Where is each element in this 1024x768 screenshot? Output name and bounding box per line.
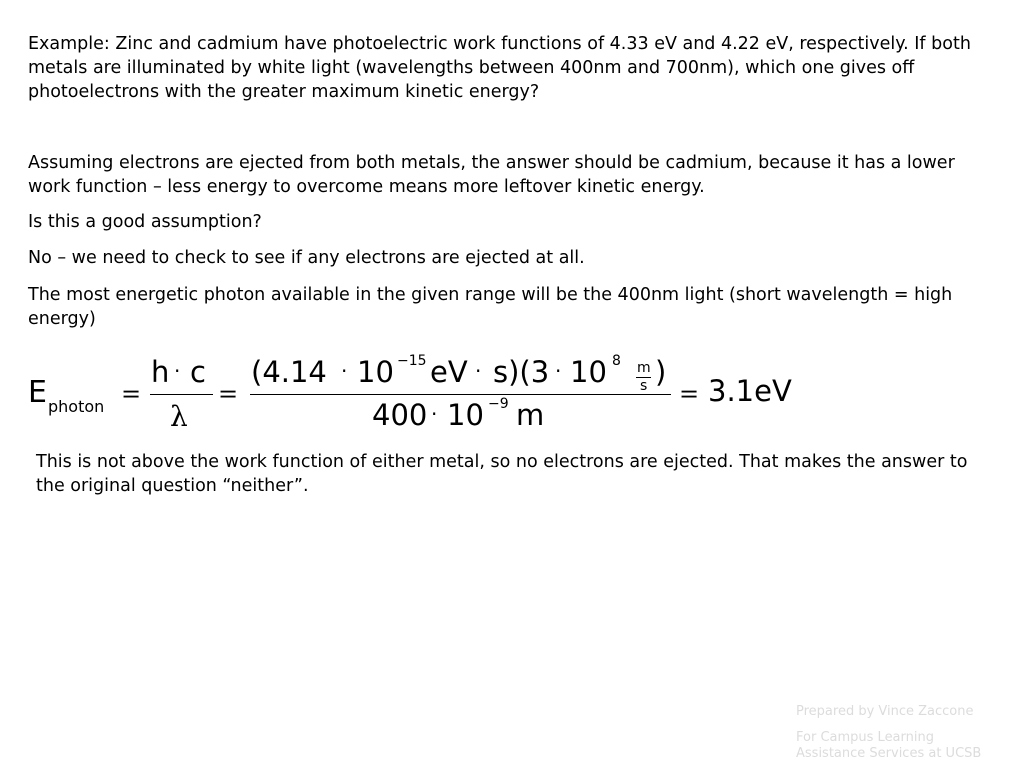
equation-exp-neg9: −9 bbox=[488, 396, 509, 412]
fraction-bar-1 bbox=[150, 394, 213, 395]
credit-for-line-1: For Campus Learning bbox=[796, 730, 934, 745]
equation-num-open: (4.14 bbox=[251, 355, 327, 389]
equation-ten-1: 10 bbox=[357, 355, 394, 389]
equation-ev: eV bbox=[430, 355, 468, 389]
equation-dot-5: · bbox=[431, 402, 438, 426]
equation-equals-2: = bbox=[218, 380, 239, 408]
equation-equals-3: = bbox=[679, 380, 700, 408]
equation-dot-3: · bbox=[475, 359, 482, 383]
equation-dot-4: · bbox=[555, 359, 562, 383]
equation-exp-neg15: −15 bbox=[397, 353, 427, 369]
equation-lambda: λ bbox=[170, 400, 188, 433]
equation-result: 3.1eV bbox=[708, 374, 792, 408]
equation-den-m: m bbox=[516, 398, 545, 432]
equation-photon-subscript: photon bbox=[48, 397, 105, 416]
equation-c: c bbox=[190, 355, 206, 389]
answer-text: No – we need to check to see if any electrons are ejected at all. bbox=[28, 248, 585, 268]
equation-dot-2: · bbox=[341, 359, 348, 383]
equation-den-400: 400 bbox=[372, 398, 428, 432]
equation-dot-1: · bbox=[174, 359, 181, 383]
example-problem-text: Example: Zinc and cadmium have photoelectric work functions of 4.33 eV and 4.22 eV, respectively. If both metals are illuminated by white light (wavelengths between 400nm and 700nm), which one gives off photoelectrons with the greater maximum kinetic energy? bbox=[28, 34, 971, 102]
equation-ten-3: 10 bbox=[447, 398, 484, 432]
equation-close-paren: ) bbox=[655, 355, 667, 389]
equation-s-close: s)(3 bbox=[493, 355, 550, 389]
photon-text: The most energetic photon available in the given range will be the 400nm light (short wavelength = high energy) bbox=[28, 285, 953, 329]
fraction-bar-2 bbox=[250, 394, 671, 395]
equation-equals-1: = bbox=[121, 380, 142, 408]
equation-ten-2: 10 bbox=[570, 355, 607, 389]
assumption-text: Assuming electrons are ejected from both metals, the answer should be cadmium, because it has a lower work function – less energy to overcome means more leftover kinetic energy. bbox=[28, 153, 955, 197]
conclusion-text: This is not above the work function of either metal, so no electrons are ejected. That makes the answer to the original question “neither”. bbox=[36, 452, 968, 496]
credit-for-line-2: Assistance Services at UCSB bbox=[796, 746, 982, 761]
equation-e-symbol: E bbox=[28, 375, 47, 410]
equation-exp-8: 8 bbox=[612, 353, 621, 369]
equation-unit-m: m bbox=[637, 360, 651, 376]
question-text: Is this a good assumption? bbox=[28, 212, 262, 232]
equation-unit-s: s bbox=[640, 378, 648, 394]
equation-h: h bbox=[151, 355, 170, 389]
credit-prepared-by: Prepared by Vince Zaccone bbox=[796, 704, 974, 719]
